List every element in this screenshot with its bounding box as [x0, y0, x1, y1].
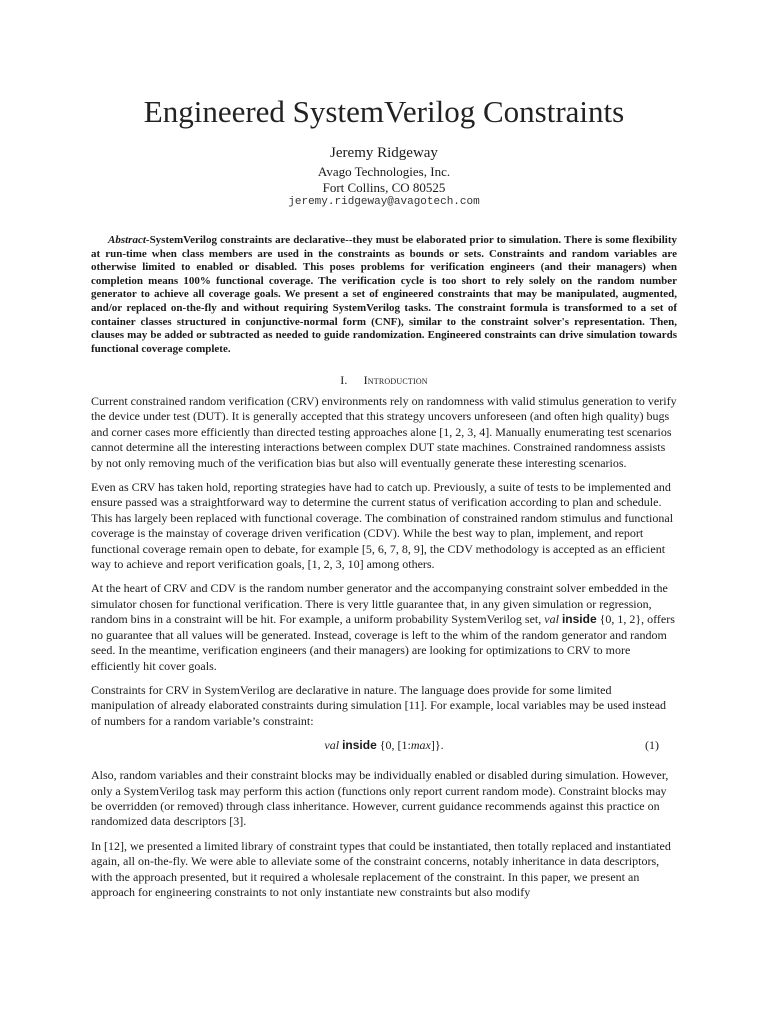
paragraph: Also, random variables and their constraint blocks may be individually enabled or disabled during simulation. However, only a SystemVerilog task may perform this action (functions only report current random mode). Constraint blocks may be overridden (or removed) through class inheritance. However, current guidance recommends against this practice on randomized data descriptors [3]. — [91, 768, 669, 829]
author-block — [0, 144, 768, 210]
paragraph: In [12], we presented a limited library of constraint types that could be instantiated, then totally replaced and instantiated again, all on-the-fly. We were able to alleviate some of the constraint concerns, notably inheritance in data descriptors, with the approach presented, but it required a wholesale replacement of the constraint. In this paper, we present an approach for engineering constraints to not only instantiate new constraints but also modify — [91, 838, 671, 899]
author-email: jeremy.ridgeway@avagotech.com — [288, 196, 480, 208]
abstract — [91, 234, 677, 356]
section-title: Introduction — [363, 373, 428, 387]
paragraph: Even as CRV has taken hold, reporting strategies have had to catch up. Previously, a suite of tests to be implemented and ensure passed was a straightforward way to determine the current status of verification according to plan and schedule. This has largely been replaced with functional coverage. The combination of constrained random stimulus and functional coverage is the mainstay of coverage driven verification (CDV). While the best way to plan, implement, and report functional coverage remain open to debate, for example [5, 6, 7, 8, 9], the CDV methodology is accepted as an efficient way to achieve and report verification goals, [1, 2, 3, 10] among others. — [91, 480, 674, 572]
author-name: Jeremy Ridgeway — [330, 145, 438, 161]
equation — [91, 738, 677, 754]
paragraph: Constraints for CRV in SystemVerilog are declarative in nature. The language does provide for some limited manipulation of already elaborated constraints during simulation [11]. For example, local variables may be used instead of numbers for a random variable’s constraint: — [91, 682, 667, 728]
section-number: I. — [340, 373, 348, 387]
abstract-lead: Abstract- — [108, 234, 150, 246]
body-text — [91, 394, 677, 909]
inline-variable: val — [544, 612, 559, 627]
abstract-text: SystemVerilog constraints are declarative--they must be elaborated prior to simulation. There is some flexibility at run-time when class members are used in the constraints as bounds or sets. Constraints and random variables are otherwise limited to enabled or disabled. This poses problems for verification engineers (and their managers) when completion means 100% functional coverage. The verification cycle is too short to rely solely on the random number generator to achieve all coverage goals. We present a set of engineered constraints that may be manipulated, augmented, and/or replaced on-the-fly and without requiring SystemVerilog tasks. The constraint formula is transformed to a set of container classes structured in conjunctive-normal form (CNF), similar to the constraint solver's representation. Then, clauses may be added or subtracted as needed to guide randomization. Engineered constraints can drive simulation towards functional coverage complete. — [91, 234, 677, 355]
equation-expression — [91, 738, 677, 753]
paper-title: Engineered SystemVerilog Constraints — [143, 94, 625, 129]
author-affiliation: Avago Technologies, Inc. — [317, 164, 451, 179]
equation-text: ]}. — [430, 738, 444, 753]
paragraph — [91, 581, 677, 673]
equation-keyword: inside — [342, 738, 377, 753]
equation-variable: val — [324, 738, 340, 753]
section-heading — [0, 373, 768, 387]
inline-keyword: inside — [561, 612, 597, 627]
equation-max: max — [410, 738, 431, 753]
equation-text: {0, [1: — [376, 738, 411, 753]
paragraph-text: {0, 1, 2}, offers no guarantee that all values will be generated. Instead, coverage is left to the whim of the random generator and random seed. In the meantime, verification engineers (and their managers) are looking for optimizations to CRV to more efficiently hit cover goals. — [91, 612, 675, 673]
equation-number: (1) — [645, 738, 659, 753]
paragraph-text: At the heart of CRV and CDV is the random number generator and the accompanying constraint solver embedded in the simulator chosen for functional verification. There is very little guarantee that, in any given simulation or regression, random bins in a constraint will be hit. For example, a uniform probability SystemVerilog set, — [91, 581, 668, 627]
author-location: Fort Collins, CO 80525 — [322, 179, 446, 195]
paragraph: Current constrained random verification (CRV) environments rely on randomness with valid stimulus generation to verify the device under test (DUT). It is generally accepted that this strategy uncovers unforeseen (and often high quality) bugs and corner cases more efficiently than directed testing approaches alone [1, 2, 3, 4]. Manually enumerating test scenarios cannot determine all the interesting interactions between complex DUT state machines. Constrained randomness assists by not only removing much of the verification bias but also will eventually generate these interesting scenarios. — [91, 394, 677, 470]
